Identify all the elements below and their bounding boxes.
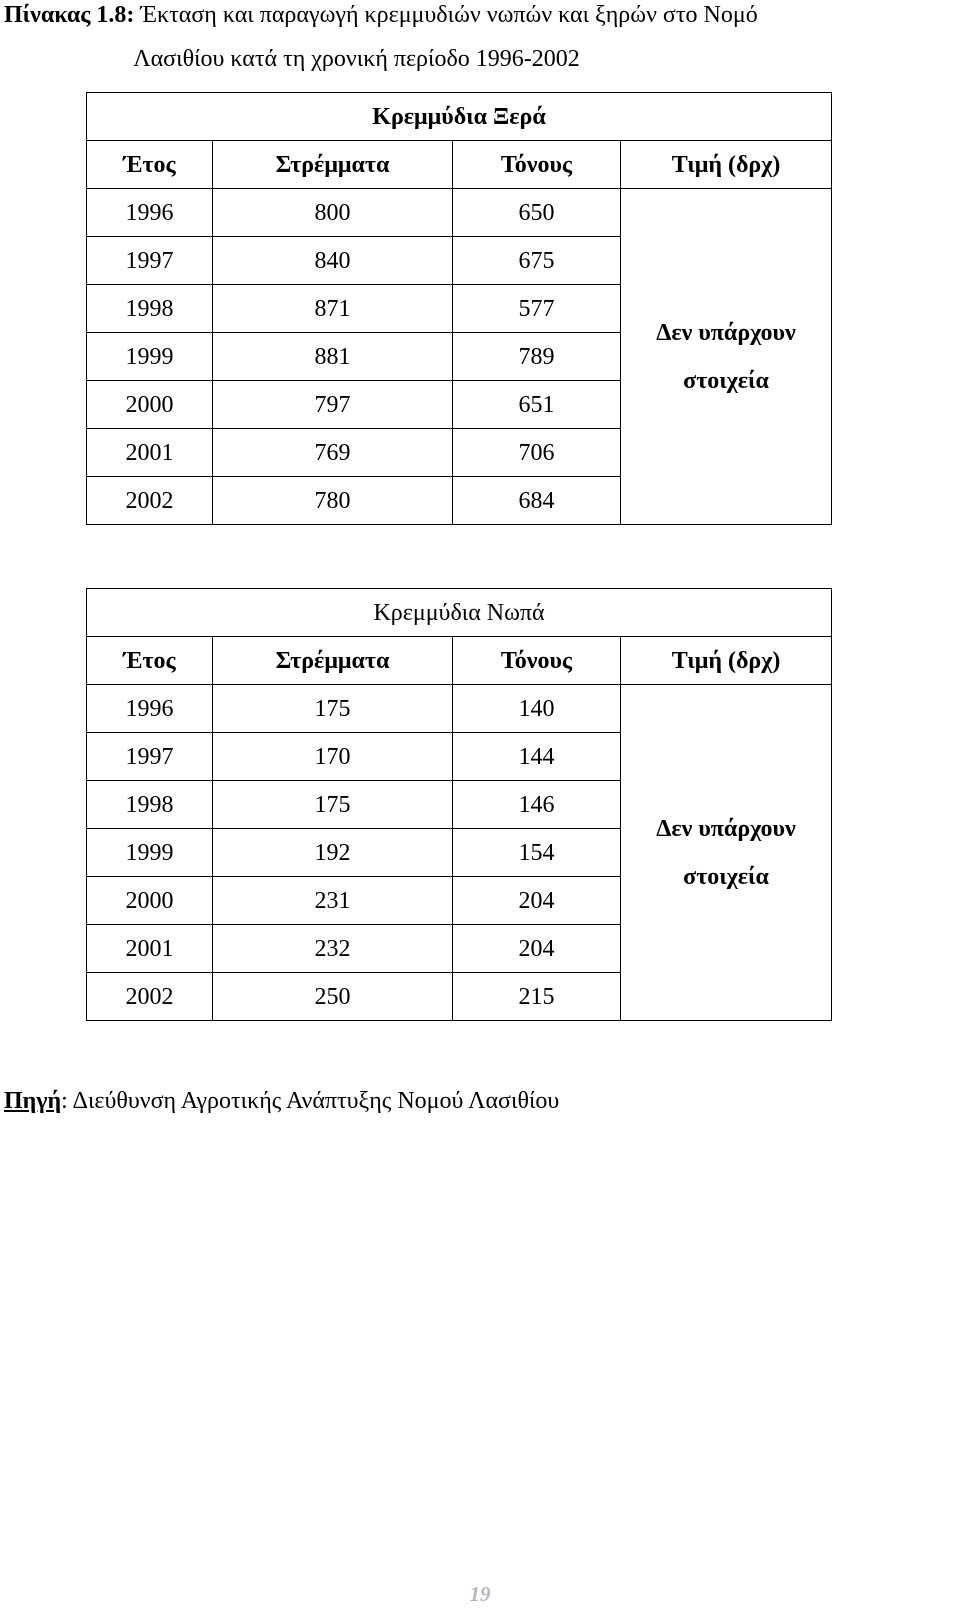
cell-year: 2002 xyxy=(87,973,213,1021)
cell-stremmata: 881 xyxy=(213,333,453,381)
cell-stremmata: 780 xyxy=(213,477,453,525)
cell-year: 2000 xyxy=(87,381,213,429)
table-header-row xyxy=(87,637,832,685)
cell-stremmata: 250 xyxy=(213,973,453,1021)
header-price: Τιμή (δρχ) xyxy=(621,637,832,685)
header-tons: Τόνους xyxy=(453,637,621,685)
cell-tons: 577 xyxy=(453,285,621,333)
cell-year: 1999 xyxy=(87,333,213,381)
cell-tons: 789 xyxy=(453,333,621,381)
cell-stremmata: 232 xyxy=(213,925,453,973)
table-title-row xyxy=(87,93,832,141)
cell-year: 1997 xyxy=(87,733,213,781)
table-row xyxy=(87,189,832,237)
cell-stremmata: 170 xyxy=(213,733,453,781)
cell-year: 1999 xyxy=(87,829,213,877)
cell-year: 1996 xyxy=(87,189,213,237)
price-no-data-cell xyxy=(621,189,832,525)
table-header-row xyxy=(87,141,832,189)
price-note-line-2: στοιχεία xyxy=(683,863,769,890)
dry-onions-table-body xyxy=(87,93,832,525)
dry-onions-table xyxy=(86,92,832,525)
source-separator: : xyxy=(61,1088,68,1114)
price-no-data-cell xyxy=(621,685,832,1021)
table-title: Κρεμμύδια Ξερά xyxy=(87,93,832,141)
cell-tons: 144 xyxy=(453,733,621,781)
cell-tons: 706 xyxy=(453,429,621,477)
header-year: Έτος xyxy=(87,141,213,189)
cell-year: 1997 xyxy=(87,237,213,285)
cell-year: 2001 xyxy=(87,429,213,477)
fresh-onions-table xyxy=(86,588,832,1021)
cell-tons: 140 xyxy=(453,685,621,733)
header-stremmata: Στρέμματα xyxy=(213,637,453,685)
cell-year: 2002 xyxy=(87,477,213,525)
cell-tons: 215 xyxy=(453,973,621,1021)
table-caption xyxy=(4,0,956,72)
table-row xyxy=(87,685,832,733)
table-title-row xyxy=(87,589,832,637)
source-label: Πηγή xyxy=(4,1088,62,1114)
cell-tons: 684 xyxy=(453,477,621,525)
source-text: Διεύθυνση Αγροτικής Ανάπτυξης Νομού Λασιθίου xyxy=(67,1088,560,1114)
table-title: Κρεμμύδια Νωπά xyxy=(87,589,832,637)
cell-stremmata: 769 xyxy=(213,429,453,477)
cell-stremmata: 175 xyxy=(213,685,453,733)
price-note-line-2: στοιχεία xyxy=(683,367,769,394)
cell-stremmata: 800 xyxy=(213,189,453,237)
header-tons: Τόνους xyxy=(453,141,621,189)
cell-stremmata: 192 xyxy=(213,829,453,877)
fresh-onions-table-body xyxy=(87,589,832,1021)
cell-stremmata: 840 xyxy=(213,237,453,285)
cell-tons: 204 xyxy=(453,925,621,973)
cell-year: 2000 xyxy=(87,877,213,925)
cell-stremmata: 871 xyxy=(213,285,453,333)
cell-tons: 154 xyxy=(453,829,621,877)
header-price: Τιμή (δρχ) xyxy=(621,141,832,189)
cell-tons: 675 xyxy=(453,237,621,285)
cell-year: 1996 xyxy=(87,685,213,733)
cell-year: 1998 xyxy=(87,781,213,829)
header-year: Έτος xyxy=(87,637,213,685)
price-note-line-1: Δεν υπάρχουν xyxy=(656,815,796,842)
cell-year: 1998 xyxy=(87,285,213,333)
caption-text-1: Έκταση και παραγωγή κρεμμυδιών νωπών και ξηρών στο Νομό xyxy=(140,2,758,28)
cell-stremmata: 231 xyxy=(213,877,453,925)
source-note xyxy=(4,1086,559,1116)
header-stremmata: Στρέμματα xyxy=(213,141,453,189)
cell-tons: 650 xyxy=(453,189,621,237)
cell-tons: 651 xyxy=(453,381,621,429)
price-note-line-1: Δεν υπάρχουν xyxy=(656,319,796,346)
caption-line-2: Λασιθίου κατά τη χρονική περίοδο 1996-2002 xyxy=(133,46,580,72)
cell-tons: 146 xyxy=(453,781,621,829)
cell-tons: 204 xyxy=(453,877,621,925)
cell-stremmata: 797 xyxy=(213,381,453,429)
cell-year: 2001 xyxy=(87,925,213,973)
page-number: 19 xyxy=(469,1582,491,1606)
cell-stremmata: 175 xyxy=(213,781,453,829)
caption-line-1 xyxy=(4,0,956,30)
caption-label: Πίνακας 1.8: xyxy=(4,2,135,28)
